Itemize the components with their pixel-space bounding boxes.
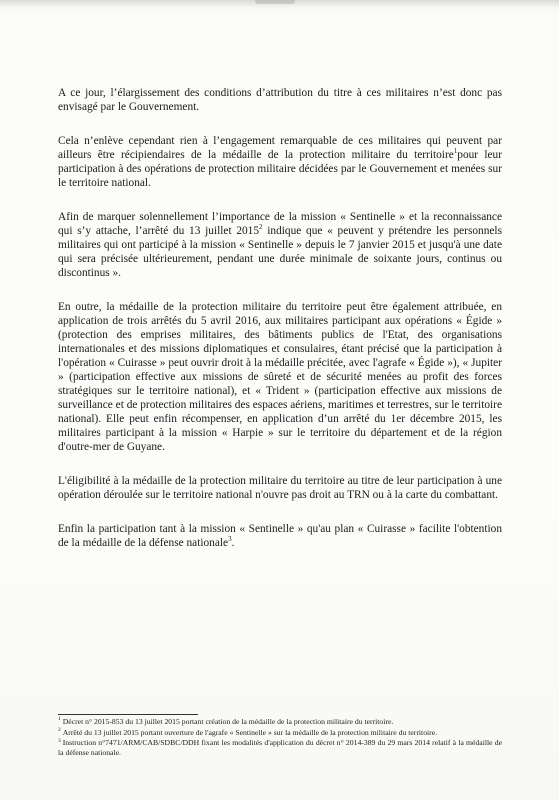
- footnote-2-text: Arrêté du 13 juillet 2015 portant ouverture de l'agrafe « Sentinelle » sur la médaille de la protection militaire du territoire.: [62, 727, 438, 737]
- paragraph-2: [58, 134, 502, 190]
- footnote-3-number: 3: [58, 737, 61, 744]
- footnote-3-text: Instruction n°7471/ARM/CAB/SDBC/DDH fixant les modalités d'application du décret n° 2014-389 du 29 mars 2014 relatif à la médaille de la défense nationale.: [58, 738, 502, 757]
- footnote-ref-1: 1: [453, 147, 458, 156]
- paragraph-4-text: En outre, la médaille de la protection militaire du territoire peut être également attribuée, en application de trois arrêtés du 5 avril 2016, aux militaires participant aux opérations « Égide » (protection des emprises militaires, des bâtiments publics de l'Etat, des organisations internationales et des missions diplomatiques et consulaires, étant précisé que la participation à l'opération « Cuirasse » peut ouvrir droit à la médaille précitée, avec l'agrafe « Égide »), « Jupiter » (participation effective aux missions de sûreté et de sécurité menées au profit des forces stratégiques sur le territoire national), et « Trident » (participation effective aux missions de surveillance et de protection militaires des espaces aériens, maritimes et terrestres, sur le territoire national). Elle peut enfin récompenser, en application d’un arrêté du 1er décembre 2015, les militaires participant à la mission « Harpie » sur le territoire du département et de la région d'outre-mer de Guyane.: [58, 301, 502, 453]
- footnote-ref-3: 3: [228, 535, 232, 544]
- paragraph-6: [58, 522, 502, 550]
- paragraph-3: [58, 210, 502, 280]
- paragraph-3-text-a: Afin de marquer solennellement l’importance de la mission « Sentinelle » et la reconnaissance qui s’y attache, l’arrêté du 13 juillet 2015: [58, 211, 502, 237]
- footnote-ref-2: 2: [259, 223, 263, 232]
- footnote-divider: [58, 714, 198, 715]
- footnote-1-text: Décret n° 2015-853 du 13 juillet 2015 portant création de la médaille de la protection militaire du territoire.: [62, 717, 394, 726]
- footnote-2-number: 2: [58, 727, 61, 734]
- footnotes: [58, 717, 502, 758]
- document-body: [58, 86, 502, 570]
- paragraph-1-text: A ce jour, l’élargissement des conditions d’attribution du titre à ces militaires n’est donc pas envisagé par le Gouvernement.: [58, 87, 502, 113]
- paragraph-2-text-b: pour leur participation à des opérations de protection militaire décidées par le Gouvernement et menées sur le territoire national.: [58, 149, 503, 189]
- paragraph-4: [58, 300, 502, 454]
- paragraph-2-text-a: Cela n’enlève cependant rien à l’engagement remarquable de ces militaires qui peuvent par ailleurs être récipiendaires de la médaille de la protection militaire du territoire: [58, 135, 502, 161]
- scan-top-mark: [255, 0, 295, 4]
- footnote-2: [58, 728, 502, 738]
- paragraph-6-text-a: Enfin la participation tant à la mission « Sentinelle » qu'au plan « Cuirasse » facilite l'obtention de la médaille de la défense nationale: [58, 523, 502, 549]
- paragraph-5-text: L'éligibilité à la médaille de la protection militaire du territoire au titre de leur participation à une opération déroulée sur le territoire national n'ouvre pas droit au TRN ou à la carte du combattant.: [58, 475, 502, 501]
- paragraph-3-text-b: indique que « peuvent y prétendre les personnels militaires qui ont participé à la mission « Sentinelle » depuis le 7 janvier 2015 et jusqu'à une date qui sera précisée ultérieurement, pendant une durée minimale de soixante jours, continus ou discontinus ».: [58, 225, 502, 279]
- paragraph-6-text-b: .: [231, 537, 235, 549]
- paragraph-1: [58, 86, 502, 114]
- footnote-3: [58, 738, 502, 757]
- footnote-1: [58, 717, 502, 727]
- paragraph-5: [58, 474, 502, 502]
- footnote-1-number: 1: [58, 716, 61, 723]
